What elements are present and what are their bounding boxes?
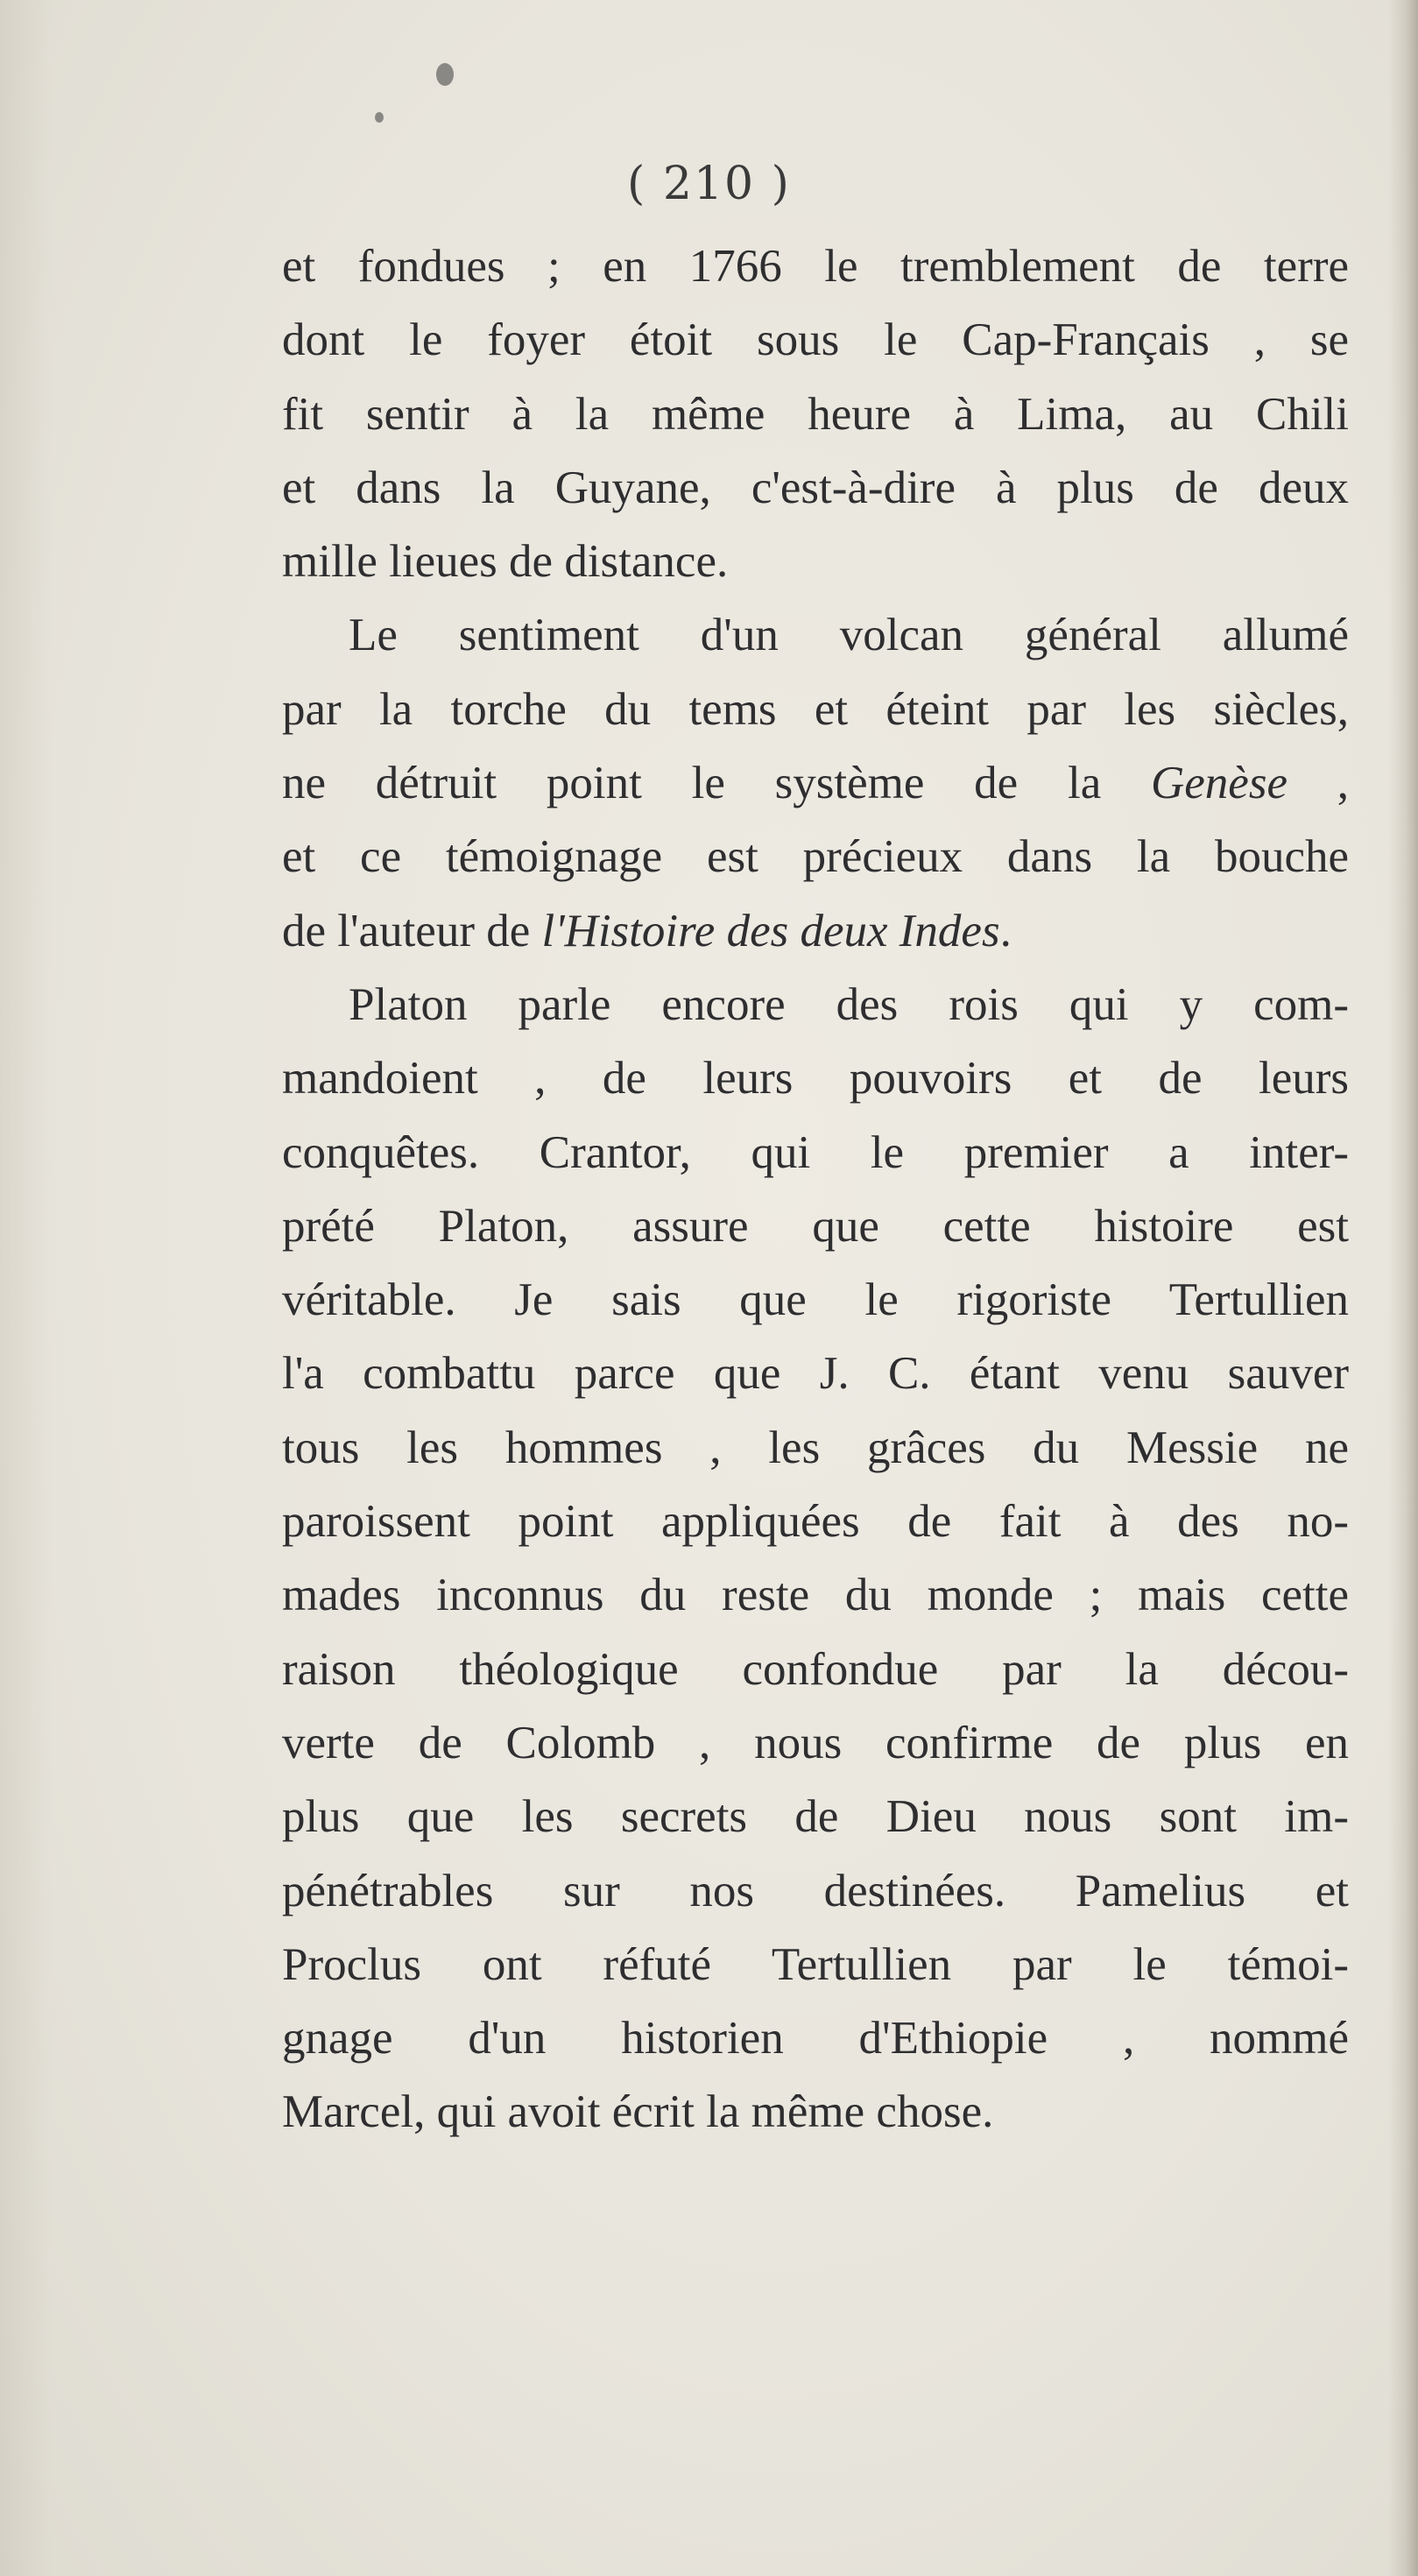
text-line: véritable. Je sais que le rigoriste Tertullien — [282, 1274, 1349, 1326]
text-line: verte de Colomb , nous confirme de plus en — [282, 1717, 1349, 1768]
text-line: pénétrables sur nos destinées. Pamelius et — [282, 1865, 1349, 1916]
page-number: ( 210 ) — [627, 158, 791, 210]
ink-speck — [436, 63, 454, 86]
text-line: et dans la Guyane, c'est-à-dire à plus de deux — [282, 462, 1349, 513]
text-line: paroissent point appliquées de fait à des no- — [282, 1496, 1349, 1548]
text-line: et fondues ; en 1766 le tremblement de terre — [282, 241, 1349, 292]
text-line: ne détruit point le système de la Genèse , — [282, 758, 1349, 809]
text-line: Proclus ont réfuté Tertullien par le témoi- — [282, 1938, 1349, 1990]
text-line: gnage d'un historien d'Ethiopie , nommé — [282, 2013, 1349, 2064]
body-text — [282, 229, 1349, 2149]
text-line: dont le foyer étoit sous le Cap-Français , se — [282, 314, 1349, 366]
page-edge-right — [1388, 0, 1418, 2576]
text-line: raison théologique confondue par la décou- — [282, 1643, 1349, 1695]
page-shadow-left — [0, 0, 53, 2576]
text-line: mille lieues de distance. — [282, 536, 729, 588]
italic-title: l'Histoire des deux Indes — [541, 905, 1000, 956]
text-line: mandoient , de leurs pouvoirs et de leurs — [282, 1053, 1349, 1105]
text-line: plus que les secrets de Dieu nous sont im- — [282, 1791, 1349, 1843]
italic-title: Genèse — [1151, 758, 1287, 809]
text-line: l'a combattu parce que J. C. étant venu sauver — [282, 1348, 1349, 1400]
text-line: Marcel, qui avoit écrit la même chose. — [282, 2086, 994, 2138]
text-line: mades inconnus du reste du monde ; mais cette — [282, 1570, 1349, 1621]
text-line: de l'auteur de l'Histoire des deux Indes. — [282, 905, 1012, 956]
text-line: et ce témoignage est précieux dans la bouche — [282, 831, 1349, 883]
ink-speck — [375, 112, 384, 123]
text-line: prété Platon, assure que cette histoire est — [282, 1200, 1349, 1252]
text-line: Le sentiment d'un volcan général allumé — [349, 610, 1349, 661]
text-line: Platon parle encore des rois qui y com- — [349, 978, 1349, 1030]
text-line: conquêtes. Crantor, qui le premier a inter- — [282, 1126, 1349, 1178]
text-line: tous les hommes , les grâces du Messie ne — [282, 1422, 1349, 1473]
text-line: par la torche du tems et éteint par les siècles, — [282, 683, 1349, 735]
text-line: fit sentir à la même heure à Lima, au Chili — [282, 388, 1349, 440]
